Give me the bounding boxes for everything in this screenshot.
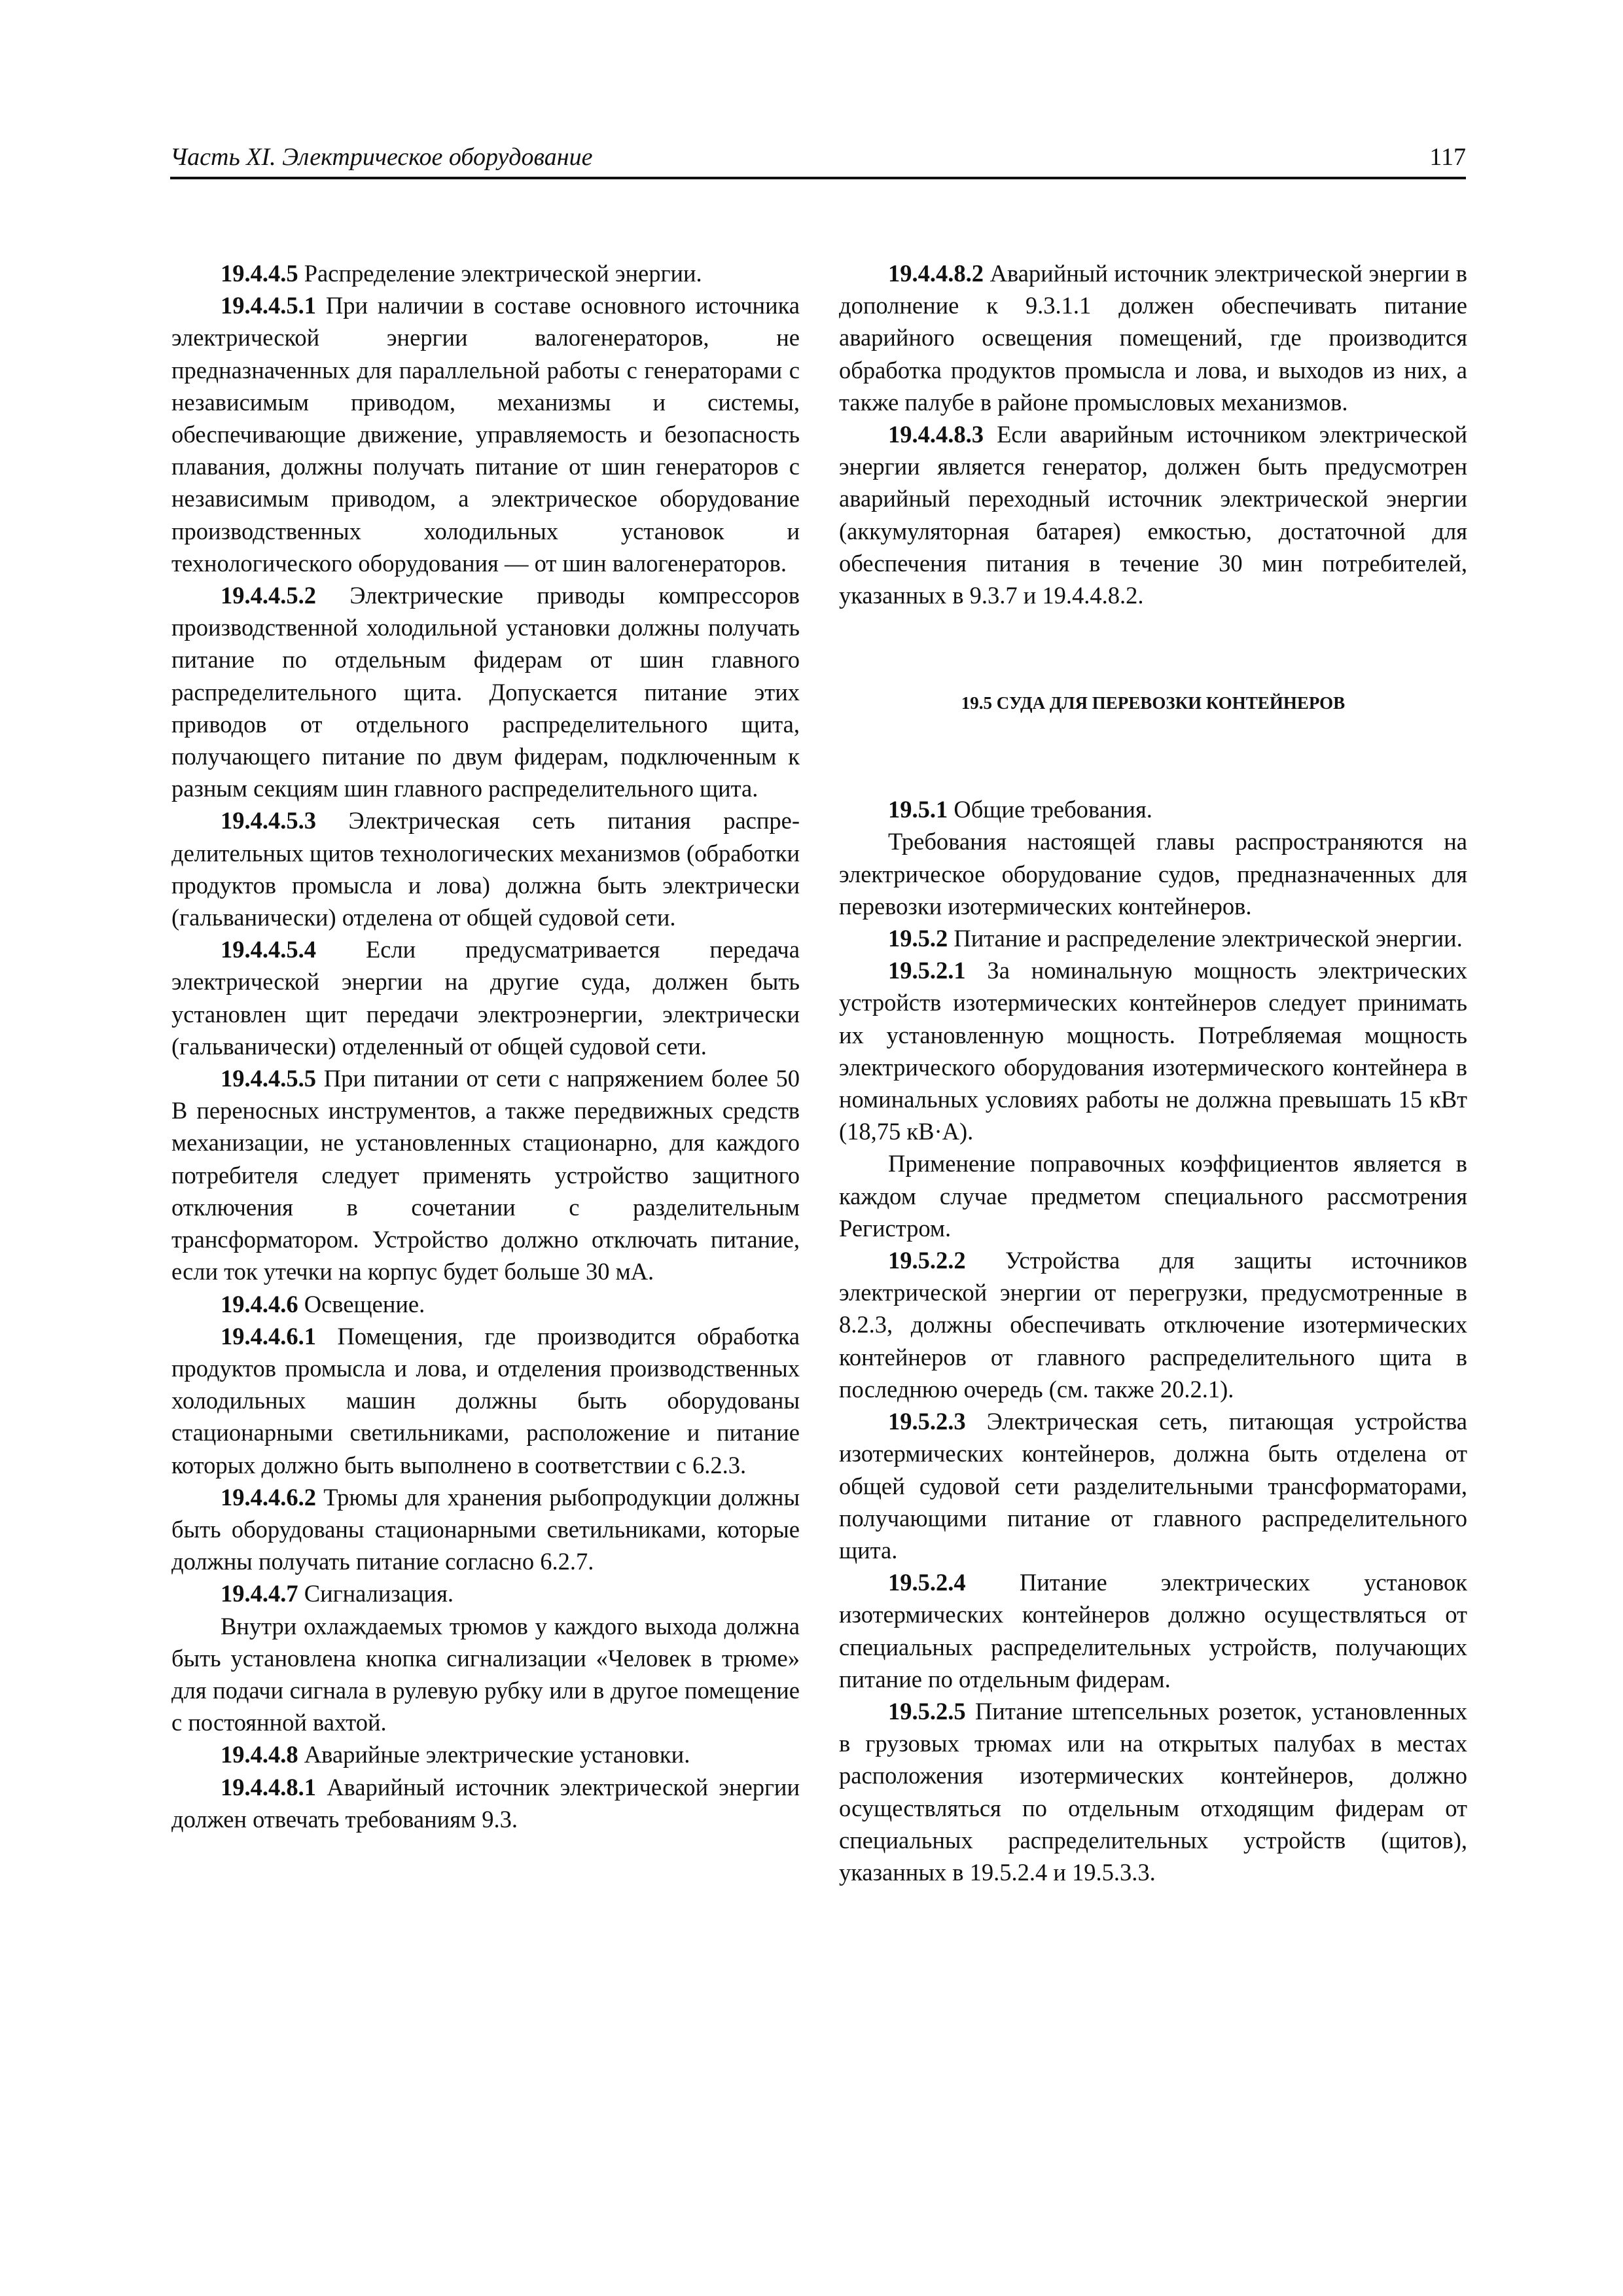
clause-number: 19.5.2.3 — [888, 1408, 966, 1435]
clause-number: 19.5.2 — [888, 925, 948, 952]
clause-text: Внутри охлаждаемых трюмов у каждого выхода должна быть установлена кнопка сигнализации «Человек в трюме» для подачи сигнала в рулевую рубку или в другое помещение с постоянной вахтой. — [171, 1612, 800, 1736]
clause-number: 19.4.4.6.2 — [221, 1483, 316, 1511]
clause-number: 19.4.4.5 — [221, 260, 298, 287]
clause-number: 19.4.4.8.3 — [888, 421, 984, 448]
paragraph — [839, 954, 1467, 1147]
paragraph — [171, 804, 800, 933]
clause-text: Аварийный источник электрической энергии в дополнение к 9.3.1.1 должен обеспечивать питание аварийного освещения помещений, где производится обработка продуктов промысла и лова, и выходов из них, а также палубе в районе промысловых механизмов. — [839, 260, 1467, 416]
clause-number: 19.4.4.6 — [221, 1290, 298, 1318]
paragraph — [171, 933, 800, 1062]
left-column — [171, 257, 800, 1835]
clause-text: Электрическая сеть питания распределительных щитов технологических механизмов (обработки продуктов промысла и лова) должна быть электрически (гальванически) отделена от общей судовой сети. — [171, 807, 800, 931]
header-title: Часть XI. Электрическое оборудование — [170, 143, 593, 171]
page-number: 117 — [1429, 143, 1466, 171]
paragraph — [171, 1577, 800, 1609]
paragraph — [171, 1610, 800, 1739]
paragraph — [171, 289, 800, 579]
clause-number: 19.4.4.5.5 — [221, 1065, 316, 1092]
clause-text: Требования настоящей главы распространяются на электрическое оборудование судов, предназначенных для перевозки изотермических контейнеров. — [839, 828, 1467, 920]
clause-number: 19.4.4.5.1 — [221, 292, 316, 319]
clause-text: Устройства для защиты источников электрической энергии от перегрузки, предусмотренные в 8.2.3, должны обеспечивать отключение изотермических контейнеров от главного распределительного щита в последнюю очередь (см. также 20.2.1). — [839, 1247, 1467, 1403]
paragraph — [171, 1738, 800, 1770]
clause-text: За номинальную мощность электрических устройств изотермических контейнеров следует принимать их установленную мощность. Потребляемая мощность электрического оборудования изотермического контейнера в номинальных условиях работы не должна превышать 15 кВт (18,75 кВ·А). — [839, 957, 1467, 1145]
section-heading: 19.5 СУДА ДЛЯ ПЕРЕВОЗКИ КОНТЕЙНЕРОВ — [961, 693, 1346, 713]
clause-number: 19.5.2.4 — [888, 1569, 966, 1596]
clause-number: 19.4.4.8.1 — [221, 1773, 316, 1801]
header-rule — [170, 177, 1466, 179]
clause-text: При наличии в составе основного источника электрической энергии валогенераторов, не предназначенных для параллельной работы с генераторами с независимым приводом, механизмы и системы, обеспечивающие движение, управляемость и безопасность плавания, должны получать питание от шин генераторов с независимым приводом, а электрическое оборудование производственных холодильных установок и технологического оборудования — от шин валогенераторов. — [171, 292, 800, 577]
clause-text: Сигнализация. — [298, 1580, 454, 1607]
paragraph — [171, 257, 800, 289]
clause-number: 19.4.4.6.1 — [221, 1322, 316, 1350]
clause-text: Освещение. — [298, 1290, 425, 1318]
paragraph — [171, 1771, 800, 1835]
paragraph — [839, 825, 1467, 922]
paragraph — [839, 922, 1467, 954]
paragraph — [171, 1288, 800, 1320]
clause-number: 19.5.1 — [888, 796, 948, 823]
clause-text: Трюмы для хранения рыбопродукции должны быть оборудованы стационарными светильниками, которые должны получать питание согласно 6.2.7. — [171, 1483, 800, 1575]
clause-text: Питание штепсельных розеток, установленных в грузовых трюмах или на открытых палубах в местах расположения изотермических контейнеров, должно осуществляться по отдельным отходящим фидерам от специальных распределительных устройств (щитов), указанных в 19.5.2.4 и 19.5.3.3. — [839, 1697, 1467, 1886]
paragraph — [171, 1320, 800, 1481]
clause-text: Общие требования. — [948, 796, 1152, 823]
paragraph — [171, 1062, 800, 1287]
paragraph — [839, 418, 1467, 611]
paragraph — [839, 1244, 1467, 1405]
clause-text: Питание и распределение электрической энергии. — [948, 925, 1463, 952]
clause-text: Питание электрических установок изотермических контейнеров должно осуществляться от специальных распределительных устройств, получающих питание по отдельным фидерам. — [839, 1569, 1467, 1693]
clause-number: 19.5.2.2 — [888, 1247, 966, 1274]
paragraph — [839, 1566, 1467, 1695]
right-column — [839, 257, 1467, 1888]
paragraph — [839, 1405, 1467, 1566]
clause-text: Аварийный источник электрической энергии должен отвечать требованиям 9.3. — [171, 1773, 800, 1833]
clause-text: Если предусматривается передача электрической энергии на другие суда, должен быть установлен щит передачи электроэнергии, электрически (гальванически) отделенный от общей судовой сети. — [171, 936, 800, 1060]
clause-text: Электрические приводы компрессоров производственной холодильной установки должны получать питание по отдельным фидерам от шин главного распределительного щита. Допускается питание этих приводов от отдельного распределительного щита, получающего питание по двум фидерам, подключенным к разным секциям шин главного распределительного щита. — [171, 582, 800, 802]
clause-text: Если аварийным источником электрической энергии является генератор, должен быть предусмотрен аварийный переходный источник электрической энергии (аккумуляторная батарея) емкостью, достаточной для обеспечения питания в течение 30 мин потребителей, указанных в 9.3.7 и 19.4.4.8.2. — [839, 421, 1467, 609]
clause-number: 19.4.4.7 — [221, 1580, 298, 1607]
paragraph — [171, 579, 800, 804]
clause-number: 19.4.4.5.4 — [221, 936, 316, 963]
clause-number: 19.5.2.1 — [888, 957, 966, 984]
clause-text: Распределение электрической энергии. — [298, 260, 702, 287]
clause-text: Применение поправочных коэффициентов является в каждом случае предметом специального рассмотрения Регистром. — [839, 1150, 1467, 1242]
paragraph — [171, 1481, 800, 1578]
clause-number: 19.5.2.5 — [888, 1697, 966, 1725]
paragraph — [839, 793, 1467, 825]
paragraph — [839, 1147, 1467, 1244]
running-header — [170, 136, 1466, 175]
clause-number: 19.4.4.8 — [221, 1741, 298, 1768]
clause-number: 19.4.4.8.2 — [888, 260, 984, 287]
clause-number: 19.4.4.5.2 — [221, 582, 316, 609]
clause-text: Помещения, где производится обработка продуктов промысла и лова, и отделения производственных холодильных машин должны быть оборудованы стационарными светильниками, расположение и питание которых должно быть выполнено в соответствии с 6.2.3. — [171, 1322, 800, 1479]
clause-text: Аварийные электрические установки. — [298, 1741, 690, 1768]
clause-number: 19.4.4.5.3 — [221, 807, 316, 834]
clause-text: Электрическая сеть, питающая устройства изотермических контейнеров, должна быть отделена от общей судовой сети разделительными трансформаторами, получающими питание от главного распределительного щита. — [839, 1408, 1467, 1564]
paragraph — [839, 1695, 1467, 1888]
paragraph — [839, 257, 1467, 418]
clause-text: При питании от сети с напряжением более 50 В переносных инструментов, а также передвижных средств механизации, не установленных стационарно, для каждого потребителя следует применять устройство защитного отключения в сочетании с разделительным трансформатором. Устройство должно отключать питание, если ток утечки на корпус будет больше 30 мА. — [171, 1065, 800, 1285]
